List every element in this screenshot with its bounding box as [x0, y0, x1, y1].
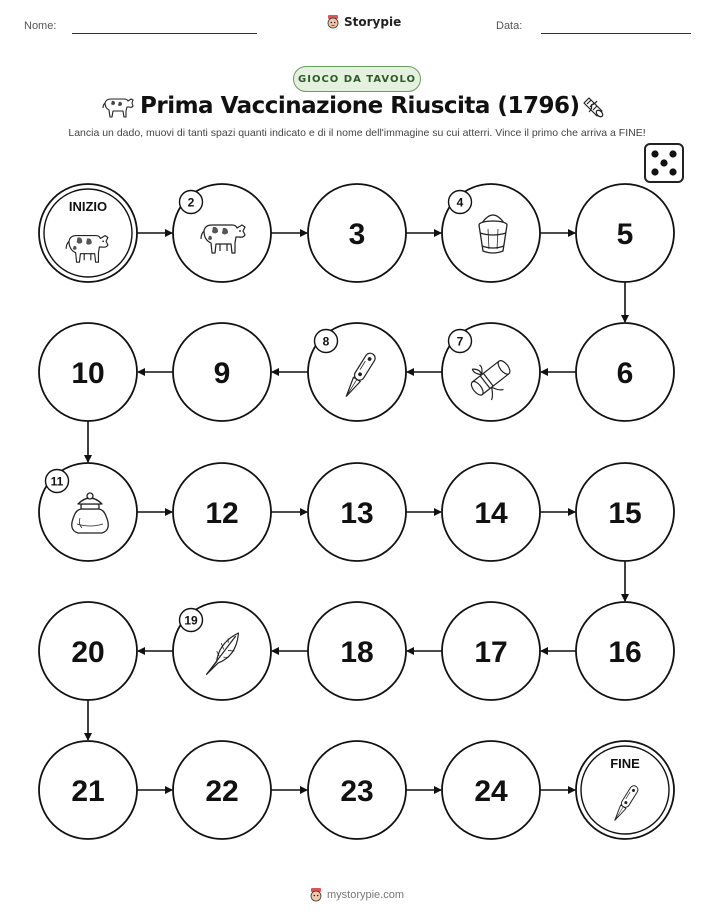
space-number: 22 — [205, 775, 239, 808]
space-number: 10 — [71, 357, 105, 390]
space-number: 18 — [340, 636, 374, 669]
brand-name: Storypie — [344, 15, 402, 29]
board-space[interactable] — [308, 741, 406, 839]
board-space[interactable] — [39, 741, 137, 839]
board-space[interactable] — [173, 323, 271, 421]
footer — [309, 887, 404, 903]
page-title: Prima Vaccinazione Riuscita (1796) — [140, 93, 580, 119]
game-type-badge: GIOCO DA TAVOLO — [293, 66, 421, 92]
space-number: 13 — [340, 497, 374, 530]
board-space[interactable] — [308, 184, 406, 282]
board-space[interactable] — [442, 602, 540, 700]
board-space[interactable] — [576, 602, 674, 700]
board-space[interactable] — [173, 741, 271, 839]
board-space[interactable] — [442, 463, 540, 561]
board-space[interactable] — [39, 602, 137, 700]
board-space[interactable] — [39, 463, 137, 561]
board-space[interactable] — [576, 184, 674, 282]
space-label: FINE — [610, 756, 640, 771]
space-number: 3 — [348, 218, 366, 251]
space-number: 20 — [71, 636, 105, 669]
space-number: 14 — [474, 497, 508, 530]
board-space[interactable] — [308, 323, 406, 421]
space-number: 7 — [456, 334, 464, 349]
footer-site[interactable]: mystorypie.com — [327, 889, 405, 901]
board-space[interactable] — [442, 184, 540, 282]
board-space[interactable] — [576, 323, 674, 421]
board-space[interactable] — [576, 463, 674, 561]
space-label: INIZIO — [68, 199, 108, 214]
space-number: 9 — [213, 357, 231, 390]
storypie-mascot-icon — [309, 887, 323, 903]
board-space[interactable] — [442, 323, 540, 421]
date-label: Data: — [496, 20, 523, 32]
board-space[interactable] — [173, 184, 271, 282]
space-number: 17 — [474, 636, 508, 669]
bucket-icon — [479, 215, 507, 253]
space-number: 4 — [456, 195, 464, 210]
board-space[interactable] — [39, 323, 137, 421]
start-space[interactable] — [39, 184, 137, 282]
space-number: 11 — [50, 474, 64, 489]
board-space[interactable] — [308, 602, 406, 700]
instructions-text: Lancia un dado, muovi di tanti spazi quanti indicato e di il nome dell'immagine su cui atterri. Vince il primo che arriva a FINE! — [68, 127, 646, 139]
board-space[interactable] — [173, 463, 271, 561]
space-number: 16 — [608, 636, 642, 669]
space-number: 21 — [71, 775, 105, 808]
space-number: 5 — [616, 218, 634, 251]
board-space[interactable] — [173, 602, 271, 700]
space-number: 6 — [616, 357, 634, 390]
finish-space[interactable] — [576, 741, 674, 839]
space-number: 24 — [474, 775, 508, 808]
space-number: 12 — [205, 497, 239, 530]
space-number: 19 — [184, 613, 198, 628]
space-number: 15 — [608, 497, 642, 530]
space-number: 23 — [340, 775, 374, 808]
name-label: Nome: — [24, 20, 57, 32]
board-space[interactable] — [308, 463, 406, 561]
board-space[interactable] — [442, 741, 540, 839]
space-number: 8 — [322, 334, 330, 349]
space-number: 2 — [187, 195, 195, 210]
